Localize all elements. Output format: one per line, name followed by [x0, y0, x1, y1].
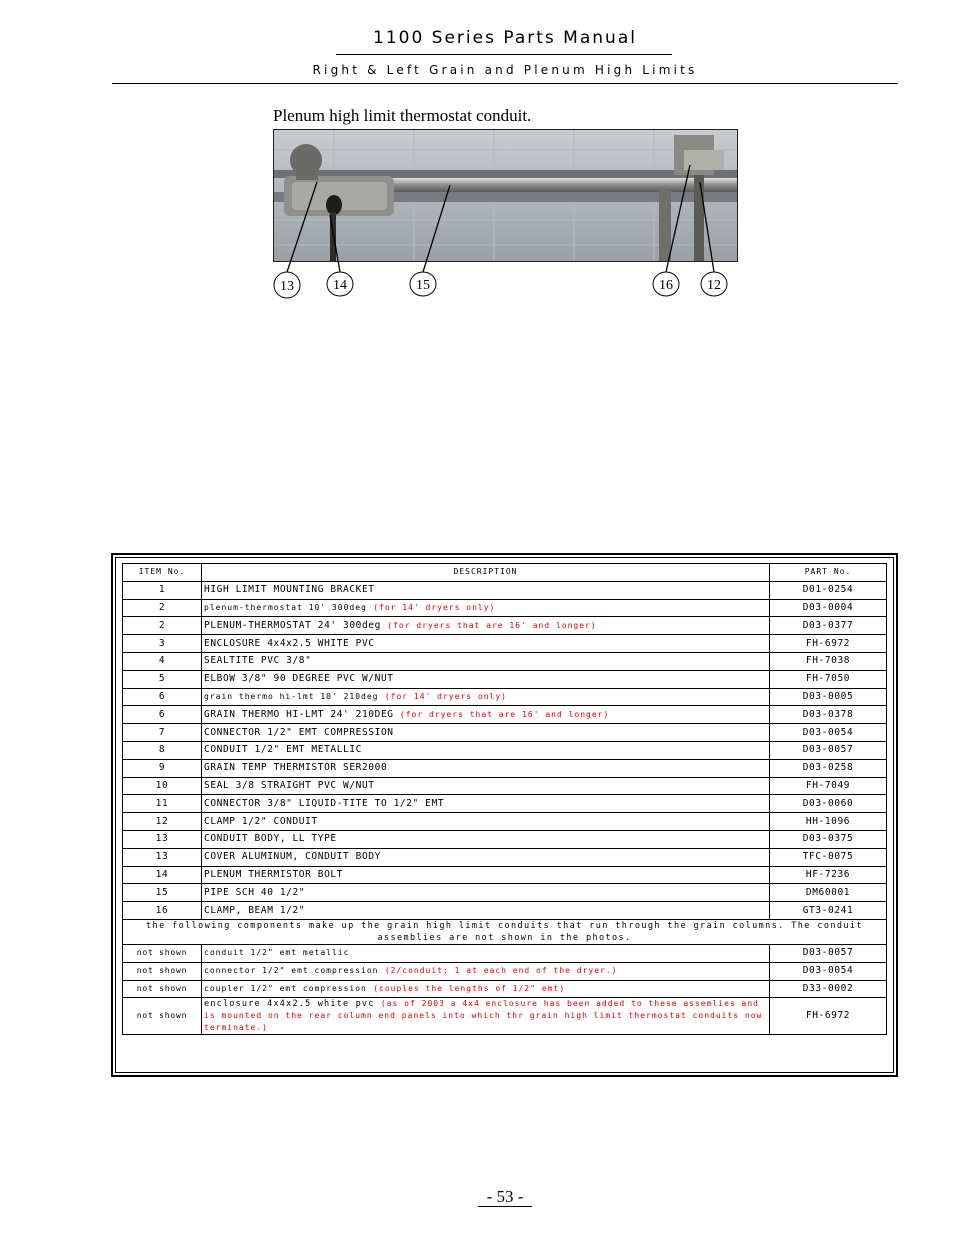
table-row [123, 635, 887, 653]
part-no-cell [770, 652, 887, 670]
table-row [123, 944, 887, 962]
item-no: 1 [158, 584, 166, 596]
callout-label: 12 [707, 278, 721, 293]
part-no-cell [770, 944, 887, 962]
item-no-cell [123, 759, 202, 777]
description-cell [202, 902, 770, 920]
description-cell [202, 724, 770, 742]
table-row [123, 848, 887, 866]
item-no: 2 [158, 601, 166, 613]
part-no-cell [770, 706, 887, 724]
description: ELBOW 3/8" 90 DEGREE PVC W/NUT [204, 673, 394, 685]
table-row [123, 741, 887, 759]
description-note: (as of 2003 a 4x4 enclosure has been added to these assemlies and is mounted on the rear column end panels into which thr grain high limit thermostat conduits now terminate.) [204, 999, 763, 1033]
item-no-cell [123, 741, 202, 759]
table-row [123, 599, 887, 617]
item-no-cell [123, 944, 202, 962]
part-no-cell [770, 599, 887, 617]
table-row [123, 962, 887, 980]
part-no-cell [770, 670, 887, 688]
item-no: 5 [158, 673, 166, 685]
item-no-cell [123, 813, 202, 831]
part-no-cell [770, 998, 887, 1035]
callout-12 [701, 272, 727, 296]
description: CONNECTOR 3/8" LIQUID-TITE TO 1/2" EMT [204, 797, 445, 809]
description: connector 1/2" emt compression [204, 966, 379, 976]
description-note: (for dryers that are 16' and longer) [387, 620, 597, 630]
table-row [123, 980, 887, 998]
item-no: 9 [158, 762, 166, 774]
part-no: GT3-0241 [802, 904, 854, 916]
description-cell [202, 795, 770, 813]
part-no-cell [770, 795, 887, 813]
description: CONNECTOR 1/2" EMT COMPRESSION [204, 726, 394, 738]
description-cell [202, 581, 770, 599]
item-no-cell [123, 962, 202, 980]
item-no: 8 [158, 744, 166, 756]
item-no: 7 [158, 726, 166, 738]
table-row [123, 670, 887, 688]
part-no-cell [770, 980, 887, 998]
description-cell [202, 830, 770, 848]
item-no: not shown [136, 983, 188, 993]
parts-table [122, 563, 887, 1035]
description-cell [202, 998, 770, 1035]
table-row [123, 777, 887, 795]
description: SEALTITE PVC 3/8" [204, 655, 312, 667]
description: ENCLOSURE 4x4x2.5 WHITE PVC [204, 637, 375, 649]
item-no: 13 [155, 833, 169, 845]
item-no-cell [123, 688, 202, 706]
part-no-cell [770, 848, 887, 866]
description: HIGH LIMIT MOUNTING BRACKET [204, 584, 375, 596]
part-no: D03-0057 [802, 744, 854, 756]
part-no: DM60001 [805, 886, 851, 898]
item-no: 10 [155, 779, 169, 791]
description: COVER ALUMINUM, CONDUIT BODY [204, 851, 381, 863]
description-cell [202, 617, 770, 635]
part-no: D03-0375 [802, 833, 854, 845]
part-no: D03-0054 [802, 726, 854, 738]
table-row [123, 902, 887, 920]
part-no-cell [770, 581, 887, 599]
part-no-cell [770, 724, 887, 742]
table-row [123, 617, 887, 635]
part-no: FH-6972 [805, 1010, 851, 1022]
page-number: - 53 - [486, 1187, 524, 1206]
description-cell [202, 866, 770, 884]
item-no: 16 [155, 904, 169, 916]
description-note: (for dryers that are 16' and longer) [399, 709, 610, 719]
table-row [123, 688, 887, 706]
note-row [123, 919, 887, 944]
description: PIPE SCH 40 1/2" [204, 886, 306, 898]
item-no-cell [123, 581, 202, 599]
description: grain thermo hi-lmt 10' 210deg [204, 691, 379, 701]
part-no-cell [770, 688, 887, 706]
item-no-cell [123, 902, 202, 920]
header-description: DESCRIPTION [202, 564, 770, 582]
item-no-cell [123, 848, 202, 866]
description: GRAIN THERMO HI-LMT 24' 210DEG [204, 708, 394, 720]
item-no-cell [123, 866, 202, 884]
item-no-cell [123, 980, 202, 998]
table-row [123, 724, 887, 742]
callout-15 [410, 272, 436, 296]
description-note: (2/conduit; 1 at each end of the dryer.) [384, 966, 618, 976]
item-no: not shown [136, 966, 188, 976]
part-no-cell [770, 635, 887, 653]
photo-caption: Plenum high limit thermostat conduit. [273, 106, 532, 125]
description-cell [202, 599, 770, 617]
description: SEAL 3/8 STRAIGHT PVC W/NUT [204, 779, 375, 791]
table-row [123, 813, 887, 831]
part-no: FH-7049 [805, 779, 851, 791]
table-row [123, 759, 887, 777]
item-no: 13 [155, 851, 169, 863]
part-no: D03-0004 [802, 601, 854, 613]
item-no: 11 [155, 797, 169, 809]
description: CONDUIT BODY, LL TYPE [204, 833, 337, 845]
item-no: 3 [158, 637, 166, 649]
callout-16 [653, 272, 679, 296]
description-cell [202, 813, 770, 831]
item-no: 4 [158, 655, 166, 667]
callout-label: 15 [416, 278, 430, 293]
item-no: 14 [155, 868, 169, 880]
item-no-cell [123, 884, 202, 902]
part-no-cell [770, 902, 887, 920]
description-cell [202, 848, 770, 866]
part-no: D03-0377 [802, 619, 854, 631]
title-rule [336, 54, 672, 55]
description: CLAMP, BEAM 1/2" [204, 904, 306, 916]
description: CLAMP 1/2" CONDUIT [204, 815, 318, 827]
item-no: 12 [155, 815, 169, 827]
header-part-no: PART No. [770, 564, 887, 582]
callout-label: 16 [659, 278, 673, 293]
description: conduit 1/2" emt metallic [204, 948, 350, 958]
description: GRAIN TEMP THERMISTOR SER2000 [204, 762, 388, 774]
description-cell [202, 759, 770, 777]
table-row [123, 866, 887, 884]
description-cell [202, 652, 770, 670]
part-no: FH-6972 [805, 637, 851, 649]
section-subtitle: Right & Left Grain and Plenum High Limits [312, 63, 698, 77]
part-no: TFC-0075 [802, 851, 854, 863]
table-row [123, 706, 887, 724]
callout-13 [274, 272, 300, 298]
part-no: D03-0057 [802, 947, 854, 959]
description-cell [202, 741, 770, 759]
part-no-cell [770, 962, 887, 980]
description: enclosure 4x4x2.5 white pvc [204, 999, 375, 1010]
item-no: not shown [136, 948, 188, 958]
table-row [123, 795, 887, 813]
part-no-cell [770, 830, 887, 848]
table-row [123, 884, 887, 902]
item-no: 6 [158, 708, 166, 720]
description-cell [202, 688, 770, 706]
part-no-cell [770, 866, 887, 884]
part-no: FH-7038 [805, 655, 851, 667]
table-row [123, 652, 887, 670]
part-no-cell [770, 884, 887, 902]
part-no: FH-7050 [805, 673, 851, 685]
table-row [123, 581, 887, 599]
item-no-cell [123, 777, 202, 795]
description-cell [202, 944, 770, 962]
item-no-cell [123, 652, 202, 670]
item-no-cell [123, 635, 202, 653]
part-no-cell [770, 741, 887, 759]
item-no-cell [123, 830, 202, 848]
description-cell [202, 777, 770, 795]
item-no-cell [123, 617, 202, 635]
description-cell [202, 962, 770, 980]
item-no-cell [123, 706, 202, 724]
item-no-cell [123, 599, 202, 617]
header-rule [112, 83, 898, 84]
callout-layer [260, 125, 740, 305]
description: PLENUM THERMISTOR BOLT [204, 868, 344, 880]
description-note: (for 14' dryers only) [384, 691, 507, 701]
part-no: D33-0002 [802, 982, 854, 994]
part-no-cell [770, 777, 887, 795]
description-cell [202, 635, 770, 653]
part-no-cell [770, 813, 887, 831]
table-row [123, 830, 887, 848]
part-no: D03-0060 [802, 797, 854, 809]
description: PLENUM-THERMOSTAT 24' 300deg [204, 619, 381, 631]
description-cell [202, 980, 770, 998]
description-note: (couples the lengths of 1/2" emt) [373, 983, 566, 993]
table-header-row [123, 564, 887, 582]
item-no: 6 [158, 690, 166, 702]
description-cell [202, 884, 770, 902]
part-no-cell [770, 617, 887, 635]
description-note: (for 14' dryers only) [373, 602, 496, 612]
item-no-cell [123, 724, 202, 742]
manual-title: 1100 Series Parts Manual [373, 28, 637, 48]
part-no: D03-0054 [802, 965, 854, 977]
callout-label: 13 [280, 279, 294, 294]
part-no: D01-0254 [802, 584, 854, 596]
part-no: D03-0258 [802, 762, 854, 774]
part-no: HH-1096 [805, 815, 851, 827]
item-no: 2 [158, 619, 166, 631]
part-no: D03-0005 [802, 690, 854, 702]
item-no-cell [123, 795, 202, 813]
table-row [123, 998, 887, 1035]
item-no-cell [123, 670, 202, 688]
part-no-cell [770, 759, 887, 777]
page-number-rule [478, 1206, 532, 1207]
callout-14 [327, 272, 353, 296]
part-no: HF-7236 [805, 868, 851, 880]
header-item-no: ITEM No. [123, 564, 202, 582]
description: CONDUIT 1/2" EMT METALLIC [204, 744, 362, 756]
description: coupler 1/2" emt compression [204, 983, 367, 993]
description: plenum-thermostat 10' 300deg [204, 602, 367, 612]
callout-label: 14 [333, 278, 347, 293]
item-no: 15 [155, 886, 169, 898]
item-no: not shown [136, 1011, 188, 1021]
description-cell [202, 706, 770, 724]
item-no-cell [123, 998, 202, 1035]
description-cell [202, 670, 770, 688]
assembly-note: the following components make up the grain high limit conduits that run through the grain columns. The conduit assemblies are not shown in the photos. [123, 919, 887, 944]
part-no: D03-0378 [802, 708, 854, 720]
